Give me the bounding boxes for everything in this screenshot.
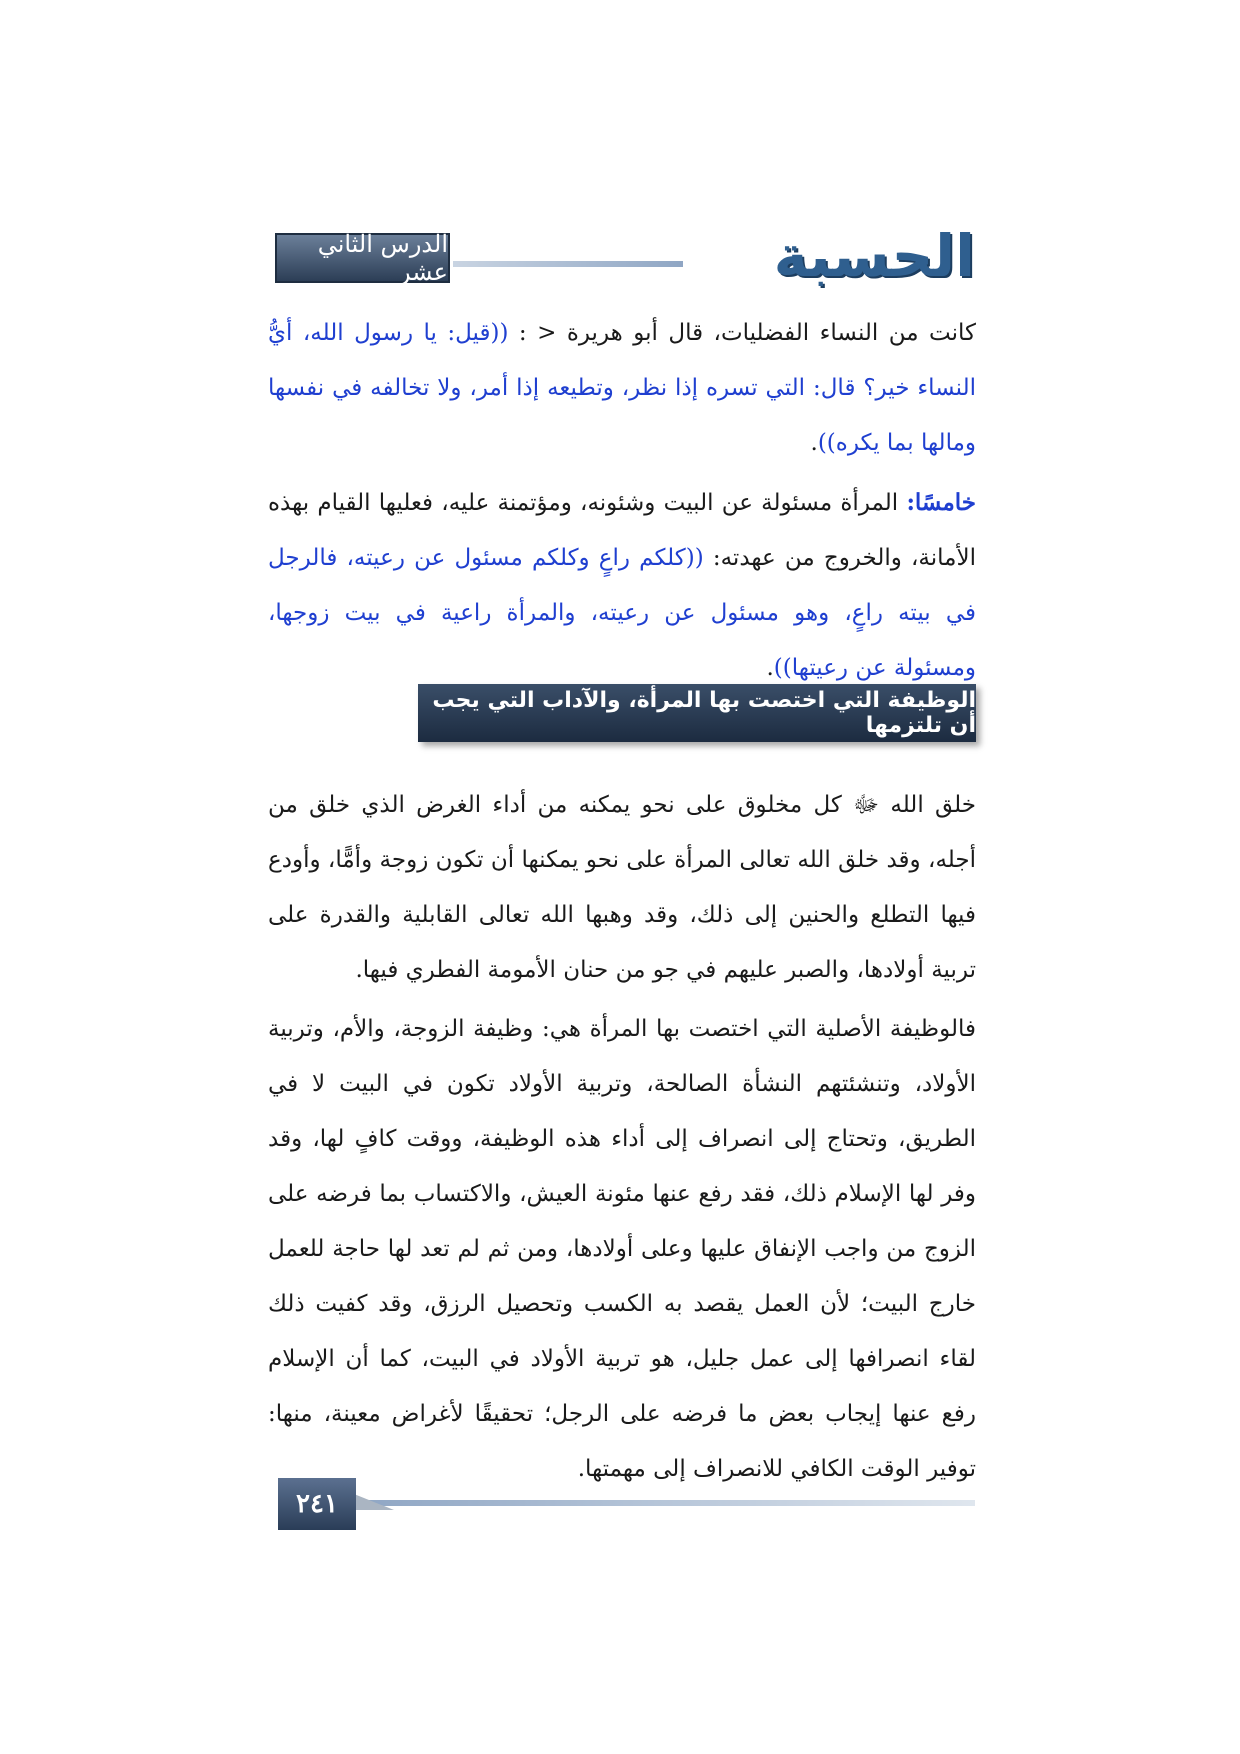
intro-text: كانت من النساء الفضليات، قال أبو هريرة < : bbox=[508, 320, 976, 346]
body-paragraph-2: فالوظيفة الأصلية التي اختصت بها المرأة هي: وظيفة الزوجة، والأم، وتربية الأولاد، وتنشئتهم النشأة الصالحة، وتربية الأولاد تكون في البيت لا في الطريق، وتحتاج إلى انصراف إلى أداء هذه الوظيفة، ووقت كافٍ لها، وقد وفر لها الإسلام ذلك، فقد رفع عنها مئونة العيش، والاكتساب بما فرضه على الزوج من واجب الإنفاق عليها وعلى أولادها، ومن ثم لم تعد لها حاجة للعمل خارج البيت؛ لأن العمل يقصد به الكسب وتحصيل الرزق، وقد كفيت ذلك لقاء انصرافها إلى عمل جليل، هو تربية الأولاد في البيت، كما أن الإسلام رفع عنها إيجاب بعض ما فرضه على الرجل؛ تحقيقًا لأغراض معينة، منها: توفير الوقت الكافي للانصراف إلى مهمتها. bbox=[268, 1016, 976, 1482]
fifth-tail: . bbox=[766, 655, 774, 681]
page-header bbox=[275, 222, 975, 290]
intro-paragraph bbox=[268, 306, 976, 471]
fifth-quote: ((كلكم راعٍ وكلكم مسئول عن رعيته، فالرجل في بيته راعٍ، وهو مسئول عن رعيته، والمرأة راعية في بيت زوجها، ومسئولة عن رعيتها)) bbox=[268, 545, 976, 681]
intro-tail: . bbox=[810, 430, 818, 456]
section-heading: الوظيفة التي اختصت بها المرأة، والآداب التي يجب أن تلتزمها bbox=[418, 684, 976, 742]
fifth-text: المرأة مسئولة عن البيت وشئونه، ومؤتمنة عليه، فعليها القيام بهذه الأمانة، والخروج من عهدته: bbox=[268, 490, 976, 571]
page-number: ٢٤١ bbox=[278, 1478, 356, 1530]
footer-divider bbox=[358, 1500, 975, 1506]
footer-ornament bbox=[354, 1494, 394, 1510]
fifth-label: خامسًا: bbox=[906, 489, 976, 516]
fifth-point-paragraph bbox=[268, 475, 976, 696]
intro-quote: ((قيل: يا رسول الله، أيُّ النساء خير؟ قال: التي تسره إذا نظر، وتطيعه إذا أمر، ولا تخالفه في نفسها ومالها بما يكره)) bbox=[268, 320, 976, 456]
chapter-title: الحسبة bbox=[773, 222, 975, 290]
body-paragraph-1: خلق الله ﷻ كل مخلوق على نحو يمكنه من أداء الغرض الذي خلق من أجله، وقد خلق الله تعالى المرأة على نحو يمكنها أن تكون زوجة وأمًّا، وأودع فيها التطلع والحنين إلى ذلك، وقد وهبها الله تعالى القابلية والقدرة على تربية أولادها، والصبر عليهم في جو من حنان الأمومة الفطري فيها. bbox=[268, 792, 976, 983]
header-divider bbox=[453, 261, 683, 267]
lesson-badge: الدرس الثاني عشر bbox=[275, 233, 450, 283]
